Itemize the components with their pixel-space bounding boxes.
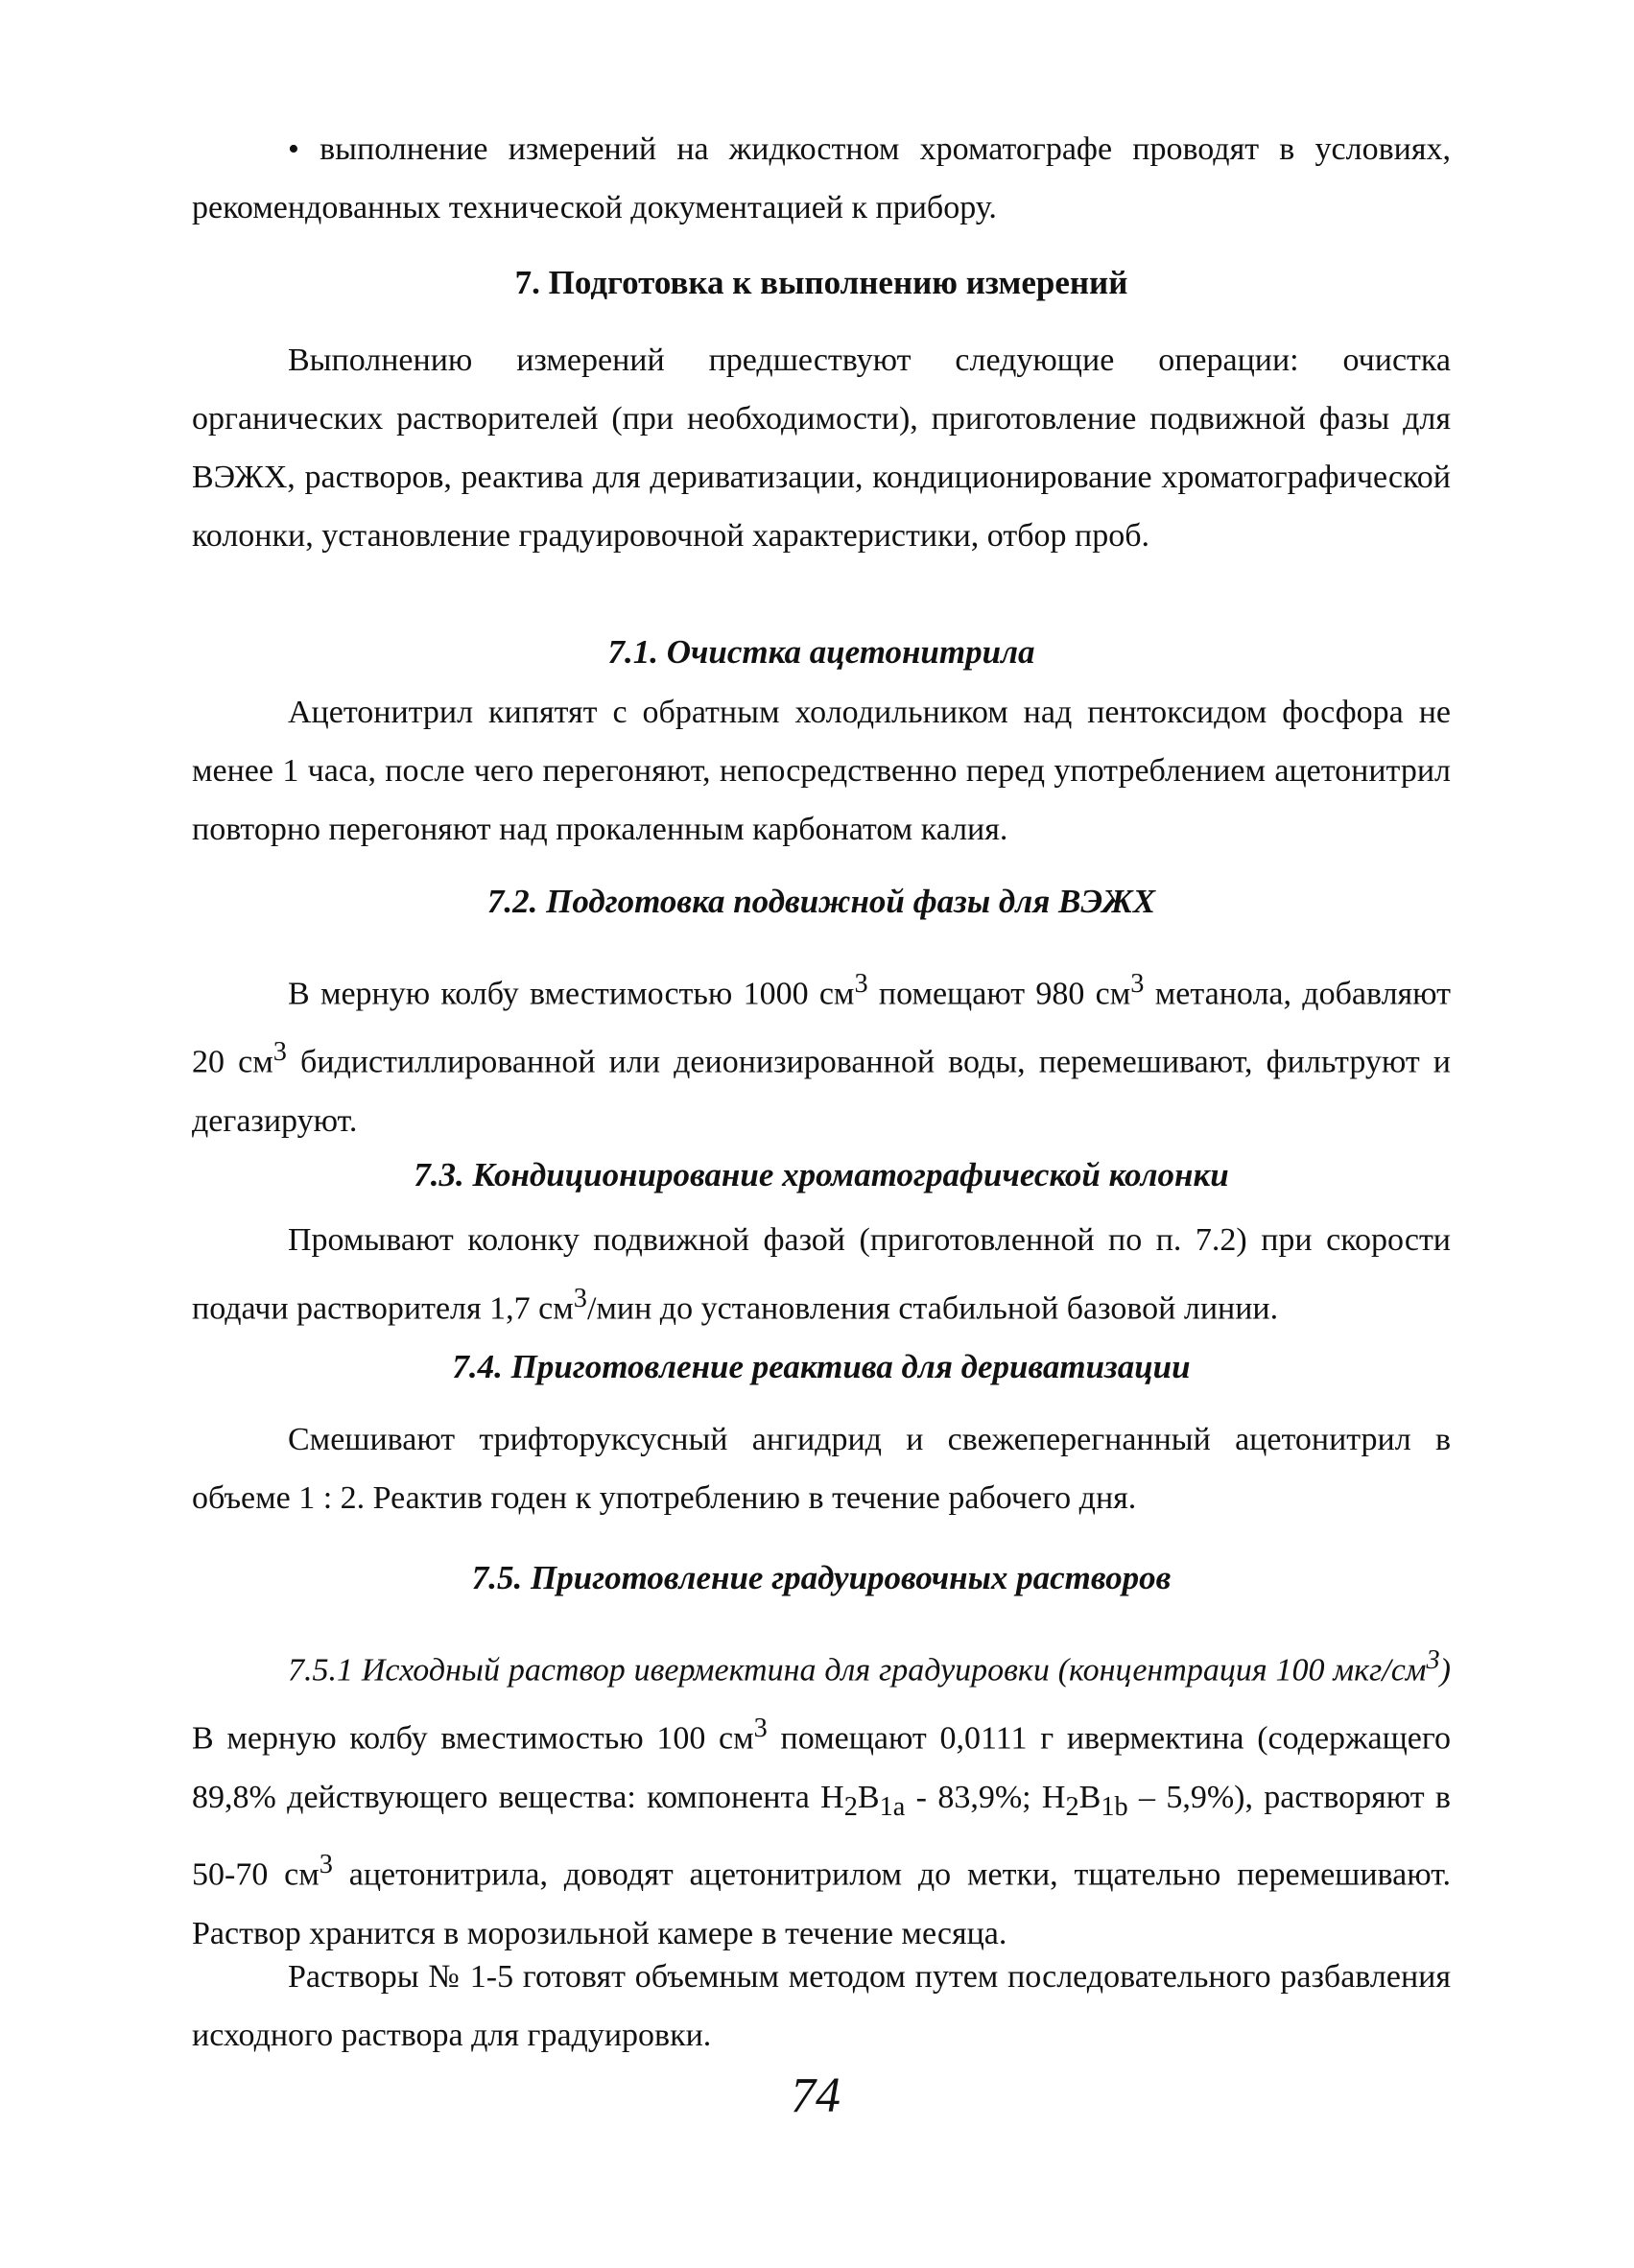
section-7-5-1-text (192, 1631, 1451, 1963)
s751-part1: В мерную колбу вместимостью 100 см (192, 1720, 754, 1757)
s751-sup2: 3 (319, 1850, 333, 1880)
s72-sup3: 3 (272, 1037, 287, 1068)
s751-part7: ацетонитрила, доводят ацетонитрилом до метки, тщательно перемешивают. Раствор хранится в морозильной камере в течение месяца. (192, 1856, 1451, 1951)
bullet-marker: • (288, 131, 299, 167)
section-7-4-text: Смешивают трифторуксусный ангидрид и свежеперегнанный ацетонитрил в объеме 1 : 2. Реактив годен к употреблению в течение рабочего дня. (192, 1422, 1451, 1516)
section-7-5-title: 7.5. Приготовление градуировочных растворов (471, 1559, 1172, 1596)
section-7-3-text (192, 1211, 1451, 1337)
s751-sub2-b: 2 (1065, 1791, 1079, 1822)
s72-part2: помещают 980 см (867, 976, 1131, 1012)
section-7-3-title: 7.3. Кондиционирование хроматографической колонки (414, 1156, 1229, 1193)
s751-sub2-a: 2 (843, 1791, 858, 1822)
s72-part3: метанола, добавляют 20 см (192, 976, 1451, 1080)
s751-part3: B (857, 1779, 880, 1815)
section-7-1-text: Ацетонитрил кипятят с обратным холодильником над пентоксидом фосфора не менее 1 часа, после чего перегоняют, непосредственно перед употреблением ацетонитрил повторно перегоняют над прокаленным карбонатом калия. (192, 695, 1451, 847)
s751-sup1: 3 (753, 1713, 768, 1744)
s72-part4: бидистиллированной или деионизированной воды, перемешивают, фильтруют и дегазируют. (192, 1044, 1451, 1139)
s72-sup2: 3 (1130, 969, 1145, 999)
section-7-2-title: 7.2. Подготовка подвижной фазы для ВЭЖХ (486, 883, 1156, 920)
bullet-paragraph (192, 120, 1451, 237)
page-number: 74 (791, 2068, 841, 2123)
section-7-4-title: 7.4. Приготовление реактива для дериватизации (452, 1348, 1191, 1385)
s751-lead2: ) (1439, 1652, 1451, 1689)
bullet-text: выполнение измерений на жидкостном хроматографе проводят в условиях, рекомендованных технической документацией к прибору. (192, 131, 1451, 225)
s73-sup: 3 (573, 1284, 587, 1313)
s751-part5: B (1078, 1779, 1101, 1815)
s751-sub1a: 1a (879, 1791, 906, 1822)
s751-part6: – 5,9%), растворяют в 50-70 см (192, 1779, 1451, 1893)
s751-part4: - 83,9%; H (905, 1779, 1066, 1815)
section-7-intro: Выполнению измерений предшествуют следующие операции: очистка органических растворителей (при необходимости), приготовление подвижной фазы для ВЭЖХ, растворов, реактива для дериватизации, кондиционирование хроматографической колонки, установление градуировочной характеристики, отбор проб. (192, 343, 1451, 554)
s73-part1: Промывают колонку подвижной фазой (приготовленной по п. 7.2) при скорости подачи растворителя 1,7 см (192, 1222, 1451, 1327)
s751-sub1b: 1b (1101, 1791, 1128, 1822)
s73-part2: /мин до установления стабильной базовой линии. (586, 1290, 1279, 1327)
section-7-title: 7. Подготовка к выполнению измерений (514, 264, 1128, 301)
s72-sup1: 3 (854, 969, 868, 999)
s751-part2: помещают 0,0111 г ивермектина (содержащего 89,8% действующего вещества: компонента H (192, 1720, 1451, 1815)
s72-part1: В мерную колбу вместимостью 1000 см (288, 976, 855, 1012)
section-7-5-solutions-text: Растворы № 1-5 готовят объемным методом путем последовательного разбавления исходного раствора для градуировки. (192, 1959, 1451, 2053)
section-7-2-text (192, 955, 1451, 1150)
section-7-1-title: 7.1. Очистка ацетонитрила (607, 633, 1035, 671)
s751-lead-sup: 3 (1426, 1645, 1440, 1675)
s751-lead1: 7.5.1 Исходный раствор ивермектина для градуировки (концентрация 100 мкг/см (288, 1652, 1427, 1689)
